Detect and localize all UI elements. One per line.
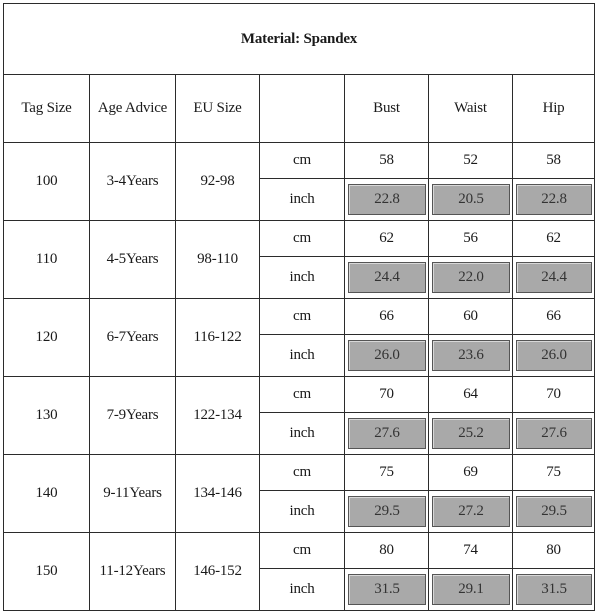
- header-unit: [260, 75, 345, 143]
- bust-inch-cell: [345, 491, 429, 533]
- waist-cm-cell: 74: [429, 533, 513, 569]
- bust-inch-cell: [345, 413, 429, 455]
- tag-size-cell: 120: [4, 299, 90, 377]
- bust-inch-cell: [345, 179, 429, 221]
- size-row-cm: [4, 533, 595, 569]
- waist-inch-cell-shade: 29.1: [432, 574, 510, 605]
- waist-inch-cell: [429, 257, 513, 299]
- eu-size-cell: 92-98: [176, 143, 260, 221]
- hip-inch-cell: [513, 491, 595, 533]
- waist-inch-cell: [429, 335, 513, 377]
- bust-cm-cell: 75: [345, 455, 429, 491]
- hip-cm-cell: 66: [513, 299, 595, 335]
- bust-cm-cell: 66: [345, 299, 429, 335]
- bust-inch-cell-shade: 22.8: [348, 184, 426, 215]
- waist-inch-cell: [429, 179, 513, 221]
- size-row-cm: [4, 143, 595, 179]
- bust-cm-cell: 80: [345, 533, 429, 569]
- eu-size-cell: 134-146: [176, 455, 260, 533]
- hip-inch-cell-shade: 27.6: [516, 418, 592, 449]
- unit-inch-label: inch: [260, 257, 345, 299]
- hip-inch-cell: [513, 257, 595, 299]
- unit-inch-label: inch: [260, 491, 345, 533]
- tag-size-cell: 110: [4, 221, 90, 299]
- size-row-cm: [4, 455, 595, 491]
- unit-inch-label: inch: [260, 335, 345, 377]
- age-advice-cell: 11-12Years: [90, 533, 176, 611]
- waist-inch-cell-shade: 23.6: [432, 340, 510, 371]
- hip-inch-cell-shade: 24.4: [516, 262, 592, 293]
- bust-inch-cell-shade: 26.0: [348, 340, 426, 371]
- age-advice-cell: 9-11Years: [90, 455, 176, 533]
- hip-cm-cell: 80: [513, 533, 595, 569]
- hip-cm-cell: 75: [513, 455, 595, 491]
- hip-inch-cell-shade: 26.0: [516, 340, 592, 371]
- bust-inch-cell: [345, 257, 429, 299]
- unit-inch-label: inch: [260, 569, 345, 611]
- tag-size-cell: 130: [4, 377, 90, 455]
- waist-cm-cell: 52: [429, 143, 513, 179]
- hip-inch-cell-shade: 22.8: [516, 184, 592, 215]
- size-chart-table: [3, 3, 595, 611]
- size-row-cm: [4, 221, 595, 257]
- tag-size-cell: 100: [4, 143, 90, 221]
- unit-cm-label: cm: [260, 221, 345, 257]
- tag-size-cell: 140: [4, 455, 90, 533]
- waist-inch-cell-shade: 25.2: [432, 418, 510, 449]
- waist-inch-cell: [429, 569, 513, 611]
- hip-inch-cell: [513, 569, 595, 611]
- tag-size-cell: 150: [4, 533, 90, 611]
- unit-cm-label: cm: [260, 377, 345, 413]
- eu-size-cell: 116-122: [176, 299, 260, 377]
- hip-inch-cell-shade: 31.5: [516, 574, 592, 605]
- unit-cm-label: cm: [260, 143, 345, 179]
- age-advice-cell: 7-9Years: [90, 377, 176, 455]
- waist-inch-cell: [429, 413, 513, 455]
- age-advice-cell: 3-4Years: [90, 143, 176, 221]
- hip-cm-cell: 58: [513, 143, 595, 179]
- hip-inch-cell-shade: 29.5: [516, 496, 592, 527]
- bust-cm-cell: 58: [345, 143, 429, 179]
- waist-cm-cell: 69: [429, 455, 513, 491]
- header-eu-size: EU Size: [176, 75, 260, 143]
- hip-inch-cell: [513, 179, 595, 221]
- bust-inch-cell-shade: 29.5: [348, 496, 426, 527]
- header-hip: Hip: [513, 75, 595, 143]
- unit-cm-label: cm: [260, 455, 345, 491]
- eu-size-cell: 146-152: [176, 533, 260, 611]
- bust-inch-cell: [345, 569, 429, 611]
- bust-inch-cell: [345, 335, 429, 377]
- bust-inch-cell-shade: 27.6: [348, 418, 426, 449]
- waist-inch-cell-shade: 27.2: [432, 496, 510, 527]
- eu-size-cell: 98-110: [176, 221, 260, 299]
- waist-cm-cell: 64: [429, 377, 513, 413]
- unit-inch-label: inch: [260, 413, 345, 455]
- header-waist: Waist: [429, 75, 513, 143]
- bust-inch-cell-shade: 31.5: [348, 574, 426, 605]
- unit-cm-label: cm: [260, 299, 345, 335]
- hip-inch-cell: [513, 335, 595, 377]
- unit-cm-label: cm: [260, 533, 345, 569]
- age-advice-cell: 4-5Years: [90, 221, 176, 299]
- header-bust: Bust: [345, 75, 429, 143]
- bust-cm-cell: 70: [345, 377, 429, 413]
- hip-inch-cell: [513, 413, 595, 455]
- waist-inch-cell: [429, 491, 513, 533]
- title-row: [4, 4, 595, 75]
- bust-cm-cell: 62: [345, 221, 429, 257]
- header-tag-size: Tag Size: [4, 75, 90, 143]
- header-age-advice: Age Advice: [90, 75, 176, 143]
- waist-cm-cell: 60: [429, 299, 513, 335]
- hip-cm-cell: 70: [513, 377, 595, 413]
- waist-inch-cell-shade: 20.5: [432, 184, 510, 215]
- size-chart-sheet: [3, 3, 595, 611]
- waist-inch-cell-shade: 22.0: [432, 262, 510, 293]
- size-row-cm: [4, 377, 595, 413]
- size-row-cm: [4, 299, 595, 335]
- unit-inch-label: inch: [260, 179, 345, 221]
- age-advice-cell: 6-7Years: [90, 299, 176, 377]
- eu-size-cell: 122-134: [176, 377, 260, 455]
- hip-cm-cell: 62: [513, 221, 595, 257]
- waist-cm-cell: 56: [429, 221, 513, 257]
- bust-inch-cell-shade: 24.4: [348, 262, 426, 293]
- chart-title: Material: Spandex: [4, 4, 595, 75]
- header-row: [4, 75, 595, 143]
